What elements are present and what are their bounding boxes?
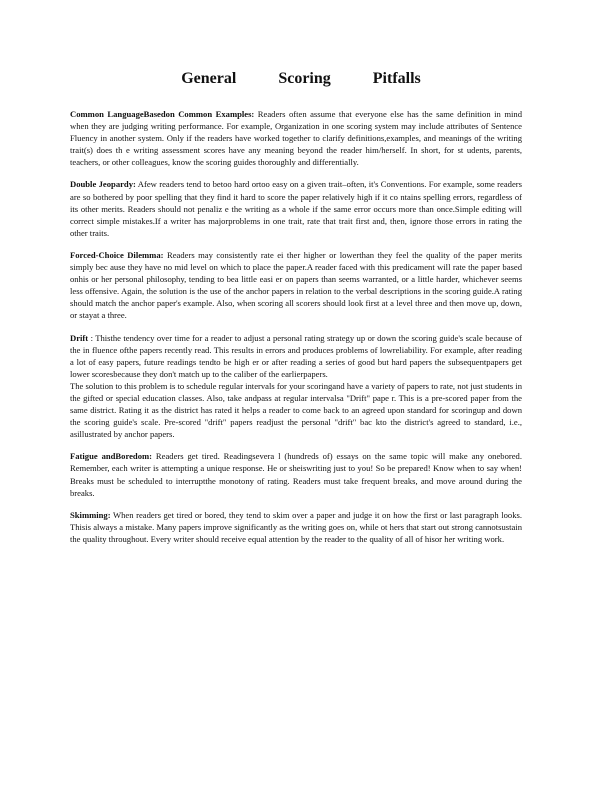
section-paragraph — [70, 178, 522, 238]
section-text: When readers get tired or bored, they tend to skim over a paper and judge it on how the first or last paragraph looks. Thisis always a mistake. Many papers improve significantly as the writing goes on, while ot hers that start out strong cannotsustain the quality throughout. Every writer should receive equal attention by the reader to the quality of all of hisor her writing work. — [70, 509, 522, 544]
page-title: General Scoring Pitfalls — [181, 70, 421, 87]
section-common-language — [70, 108, 522, 168]
section-paragraph — [70, 332, 522, 380]
section-double-jeopardy — [70, 178, 522, 238]
section-paragraph — [70, 108, 522, 168]
section-skimming — [70, 509, 522, 545]
section-text: : Thisthe tendency over time for a reader to adjust a personal rating strategy up or down the scoring guide's scale because of the in fluence ofthe papers recently read. This results in errors and produces problems of lowreliability. For example, after reading a lot of easy papers, future readings tendto be high er or after reading a series of good but hard papers the subsequentpapers get lower scoresbecause they don't match up to the caliber of the earlierpapers. — [70, 332, 523, 379]
section-paragraph — [70, 509, 522, 545]
section-paragraph — [70, 249, 522, 322]
section-text: Readers may consistently rate ei ther higher or lowerthan they feel the quality of the paper merits simply bec ause they have no mid level on which to place the paper.A reader faced with this predicament will rate the paper based onhis or her personal philosophy, tending to bea little easi er on papers than seems warranted, or a little harder, whichever seems less offensive. Again, the solution is the use of the anchor papers in relation to the verbal descriptions in the scoring guide.A rating should match the anchor paper's example. Also, when scoring all scorers should look first at a level three and then move up, down, or stayat a three. — [70, 249, 522, 321]
section-fatigue — [70, 450, 522, 498]
section-text: Readers often assume that everyone else has the same definition in mind when they are judging writing performance. For example, Organization in one scoring system may include attributes of Sentence Fluency in another system. Only if the readers have worked together to clarify definitions,examples, and meanings of the writing trait(s) does th e writing assessment scores have any meaning beyond the reader him/herself. In short, for st udents, parents, teachers, or other colleagues, know the scoring guides thoroughly and differentially. — [70, 109, 522, 168]
section-text: Readers get tired. Readingsevera l (hundreds of) essays on the same topic will make any onebored. Remember, each writer is attempting a unique response. He or sheiswriting just to you! So be prepared! Know when to say when! Breaks must be scheduled to interruptthe monotony of rating. Readers must take frequent breaks, and move around during the breaks. — [70, 451, 522, 498]
section-heading: Common LanguageBasedon Common Examples: — [70, 109, 255, 119]
section-drift — [70, 332, 522, 441]
section-paragraph: The solution to this problem is to schedule regular intervals for your scoringand have a variety of papers to rate, not just students in the gifted or special education classes. Also, take andpass at regular intervalsa "Drift" pape r. This is a pre-scored paper from the same district. Rating it as the district has rated it helps a reader to come back to an agreed upon standard for scoringup and down the scoring guide's scale. Pre-scored "drift" papers readjust the personal "drift" bac kto the district's agreed to standard, i.e., asillustrated by anchor papers. — [70, 380, 522, 440]
document-page — [70, 70, 522, 555]
section-forced-choice — [70, 249, 522, 322]
section-text: Afew readers tend to betoo hard ortoo easy on a given trait–often, it's Conventions. For example, some readers are so bothered by poor spelling that they find it hard to score the paper relatively high if it co ntains spelling errors, regardless of its other merits. Readers should not penaliz e the writing as a whole if the same error occurs more than once.Simple editing will correct simple mistakes.If a writer has majorproblems in one trait, rate that trait first and, then, ignore those errors in rating the other traits. — [70, 179, 522, 238]
section-paragraph — [70, 450, 522, 498]
section-heading: Fatigue andBoredom: — [70, 451, 153, 462]
section-heading: Drift — [70, 332, 89, 343]
section-heading: Double Jeopardy: — [70, 179, 136, 190]
section-heading: Forced-Choice Dilemma: — [70, 249, 164, 260]
section-heading: Skimming: — [70, 509, 111, 520]
